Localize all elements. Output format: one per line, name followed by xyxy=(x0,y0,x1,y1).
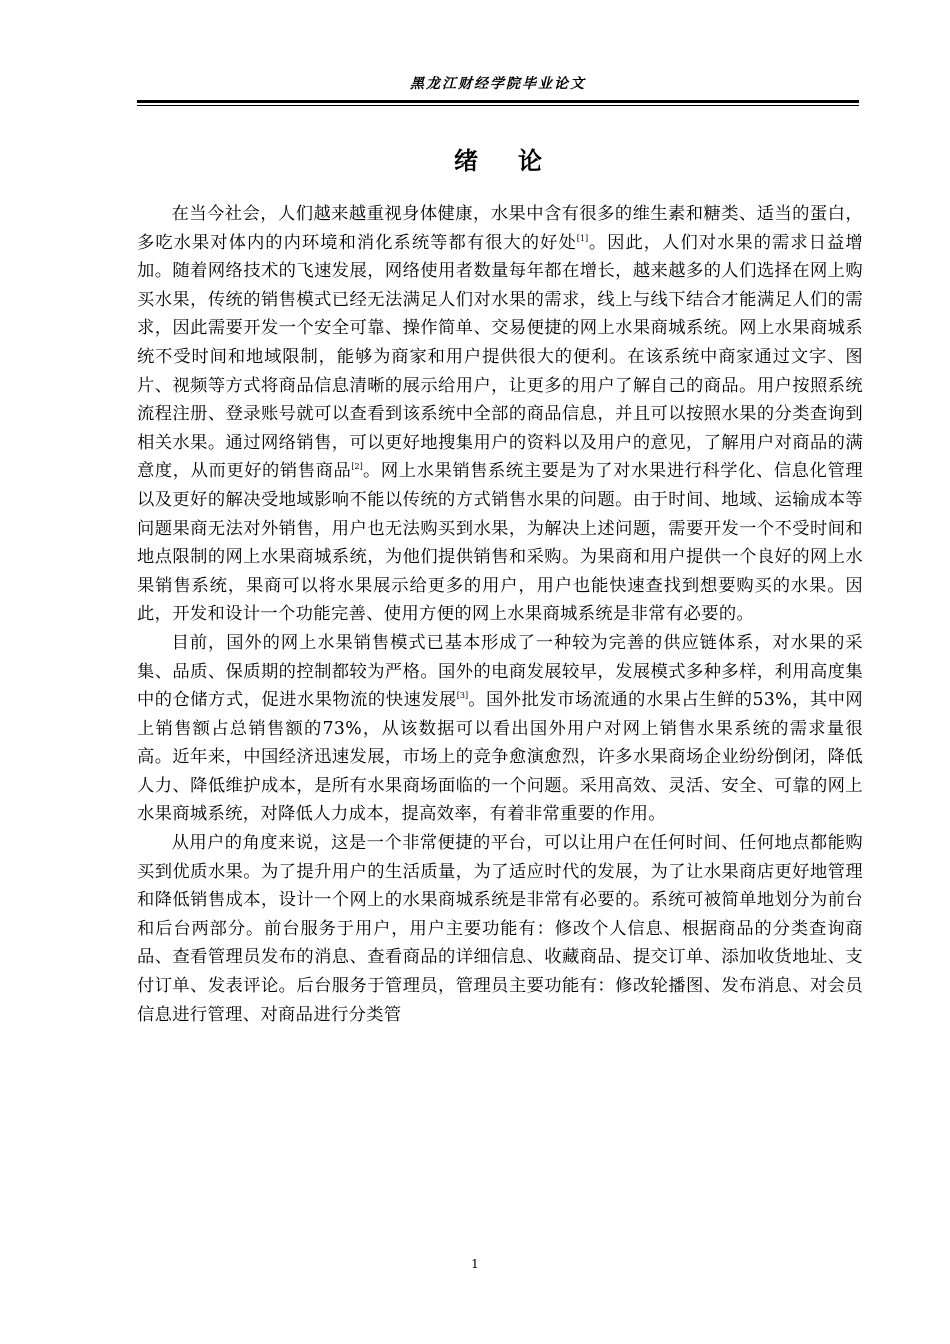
paragraph-2-text-b: 。国外批发市场流通的水果占生鲜的53%，其中网上销售额占总销售额的73%，从该数据可以看出国外用户对网上销售水果系统的需求量很高。近年来，中国经济迅速发展，市场上的竞争愈演愈烈，许多水果商场企业纷纷倒闭，降低人力、降低维护成本，是所有水果商场面临的一个问题。采用高效、灵活、安全、可靠的网上水果商城系统，对降低人力成本，提高效率，有着非常重要的作用。 xyxy=(137,690,863,825)
paragraph-1-text-b: 。因此，人们对水果的需求日益增加。随着网络技术的飞速发展，网络使用者数量每年都在增长，越来越多的人们选择在网上购买水果，传统的销售模式已经无法满足人们对水果的需求，线上与线下结合才能满足人们的需求，因此需要开发一个安全可靠、操作简单、交易便捷的网上水果商城系统。网上水果商城系统不受时间和地域限制，能够为商家和用户提供很大的便利。在该系统中商家通过文字、图片、视频等方式将商品信息清晰的展示给用户，让更多的用户了解自己的商品。用户按照系统流程注册、登录账号就可以查看到该系统中全部的商品信息，并且可以按照水果的分类查询到相关水果。通过网络销售，可以更好地搜集用户的资料以及用户的意见，了解用户对商品的满意度，从而更好的销售商品 xyxy=(137,232,863,482)
chapter-title: 绪论 xyxy=(454,146,582,175)
citation-3: [3] xyxy=(456,691,469,701)
paragraph-1 xyxy=(137,200,863,629)
paragraph-1-text-a: 在当今社会，人们越来越重视身体健康，水果中含有很多的维生素和糖类、适当的蛋白，多吃水果对体内的内环境和消化系统等都有很大的好处 xyxy=(137,204,863,253)
paragraph-3 xyxy=(137,829,863,1029)
running-header: 黑龙江财经学院毕业论文 xyxy=(410,76,586,92)
paragraph-3-text: 从用户的角度来说，这是一个非常便捷的平台，可以让用户在任何时间、任何地点都能购买到优质水果。为了提升用户的生活质量，为了适应时代的发展，为了让水果商店更好地管理和降低销售成本，设计一个网上的水果商城系统是非常有必要的。系统可被简单地划分为前台和后台两部分。前台服务于用户，用户主要功能有：修改个人信息、根据商品的分类查询商品、查看管理员发布的消息、查看商品的详细信息、收藏商品、提交订单、添加收货地址、支付订单、发表评论。后台服务于管理员，管理员主要功能有：修改轮播图、发布消息、对会员信息进行管理、对商品进行分类管 xyxy=(137,833,863,1025)
page-number: 1 xyxy=(471,1257,479,1271)
paragraph-1-text-c: 。网上水果销售系统主要是为了对水果进行科学化、信息化管理以及更好的解决受地域影响不能以传统的方式销售水果的问题。由于时间、地域、运输成本等问题果商无法对外销售，用户也无法购买到水果，为解决上述问题，需要开发一个不受时间和地点限制的网上水果商城系统，为他们提供销售和采购。为果商和用户提供一个良好的网上水果销售系统，果商可以将水果展示给更多的用户，用户也能快速查找到想要购买的水果。因此，开发和设计一个功能完善、使用方便的网上水果商城系统是非常有必要的。 xyxy=(137,461,863,625)
paragraph-2 xyxy=(137,629,863,829)
citation-1: [1] xyxy=(576,233,589,243)
paragraph-2-text-a: 目前，国外的网上水果销售模式已基本形成了一种较为完善的供应链体系，对水果的采集、品质、保质期的控制都较为严格。国外的电商发展较早，发展模式多种多样，利用高度集中的仓储方式，促进水果物流的快速发展 xyxy=(137,632,863,711)
header-rule-thick xyxy=(137,100,859,103)
header-rule-thin xyxy=(137,105,859,106)
citation-2: [2] xyxy=(351,462,363,472)
body-text xyxy=(137,200,863,1029)
